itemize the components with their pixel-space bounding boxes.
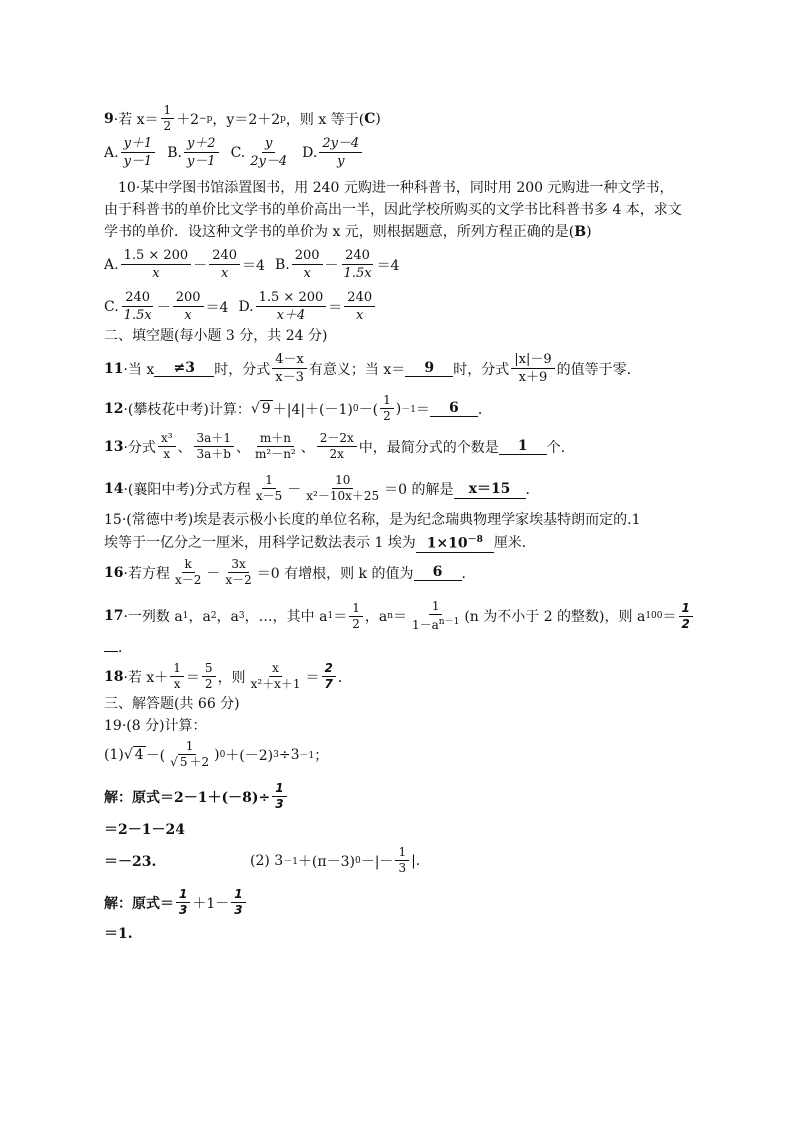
- q9-fraction-half: 1 2: [161, 104, 175, 133]
- q10-option-c-label: C.: [104, 298, 119, 315]
- q18-fraction-1: 1 x: [170, 662, 184, 691]
- q9-option-c: y 2y－4: [250, 136, 288, 169]
- q10-line-3: 学书的单价．设这种文学书的单价为 x 元，则根据题意，所列方程正确的是(B): [104, 224, 592, 240]
- q9-close: ): [375, 110, 381, 127]
- q14-fraction-1: 1 x－5: [255, 473, 283, 503]
- q19-solution-2-line-2: ＝1.: [104, 926, 133, 942]
- q13-number: 13: [104, 438, 124, 455]
- q15-line-2: 埃等于一亿分之一厘米，用科学记数法表示 1 埃为 $1\times 10^{-8}$ 厘米．: [104, 532, 536, 553]
- q9-option-b-label: B.: [167, 144, 182, 161]
- q9-option-c-label: C.: [230, 144, 246, 161]
- q13-fraction-3: m＋n m²－n²: [255, 431, 296, 461]
- q9-options: [104, 136, 364, 169]
- q14-number: 14: [104, 480, 124, 497]
- q12-number: 12: [104, 400, 124, 417]
- q9-text-mid2: ，y＝2＋2: [212, 111, 281, 128]
- q18-fraction-3: x x²＋x＋1: [250, 661, 301, 691]
- q17-answer: 1 2: [679, 602, 693, 631]
- question-14: 14 ·(襄阳中考) 分式方程 1 x－5 － 10 x²－10x＋25 ＝0 的解是 x＝15 ．: [104, 473, 540, 503]
- q10-option-d-label: D.: [238, 298, 254, 315]
- q12-sqrt: 9: [261, 401, 271, 417]
- q11-blank-2: 9: [405, 360, 453, 377]
- q9-exponent-neg-p: −p: [199, 113, 213, 124]
- q10-option-a-label: A.: [104, 256, 119, 273]
- question-16: 16 ·若方程 k x－2 － 3x x－2 ＝0 有增根，则 k 的值为 6 ．: [104, 557, 476, 587]
- q19-solution-1: 解：原式＝2－1＋(－8)÷ $\frac{1}{3}$: [104, 782, 289, 811]
- q9-exponent-p: p: [280, 113, 286, 124]
- question-9: [104, 104, 381, 133]
- q9-option-d: 2y－4 y: [319, 136, 362, 169]
- section-2-heading: 二、填空题(每小题 3 分，共 24 分): [104, 328, 328, 344]
- q9-option-a-label: A.: [104, 144, 119, 161]
- q15-blank: $1\times 10^{-8}$: [416, 532, 494, 553]
- q17-fraction-2: 1 $1-a^{n-1}$: [411, 599, 460, 632]
- q10-a-frac-2: 240 x: [209, 248, 240, 281]
- q14-blank: x＝15: [454, 478, 526, 499]
- q9-text-post: ，则 x 等于(: [285, 111, 365, 128]
- q9-option-b: y＋2 y－1: [184, 136, 219, 169]
- q10-line-1: 10·某中学图书馆添置图书，用 240 元购进一种科普书，同时用 200 元购进一种文学书，: [118, 180, 674, 196]
- question-11: 11 ·当 x ≠3 时，分式 4－x x－3 有意义；当 x＝ 9 时，分式 |x|－9 x＋9 的值等于零．: [104, 352, 641, 385]
- q11-fraction-1: 4－x x－3: [272, 352, 307, 385]
- q19-heading: 19·(8 分)计算：: [104, 718, 207, 734]
- q10-answer: B: [574, 224, 587, 240]
- question-18: 18 ·若 x＋ 1 x ＝ 5 2 ，则 x x²＋x＋1 ＝ 2 7 ．: [104, 661, 352, 691]
- q15-line-1: 15·(常德中考)埃是表示极小长度的单位名称，是为纪念瑞典物理学家埃基特朗而定的.1: [104, 512, 641, 528]
- q9-option-d-label: D.: [302, 144, 318, 161]
- question-17: 17 ·一列数 a 1 ，a 2 ，a 3 ，…，其中 a 1 ＝ 1 2 ，a n ＝ 1 $1-a^{n-1}$ (n 为不小于 2 的整数)，则 a 100 ＝ 1 2: [104, 600, 695, 632]
- q10-d-frac-2: 240 x: [344, 290, 375, 323]
- q18-answer: 2 7: [322, 662, 336, 691]
- q19-part-2: (2) 3 －1 ＋(π－3) 0 －|－ 1 3 |.: [250, 845, 421, 875]
- q19-sol2-fraction-2: 1 3: [231, 888, 245, 917]
- q19-sol1-fraction: $\frac{1}{3}$: [272, 782, 286, 811]
- q19-p2-fraction: 1 3: [395, 846, 409, 875]
- q18-number: 18: [104, 668, 124, 685]
- q11-number: 11: [104, 360, 124, 377]
- q12-source: ·(攀枝花中考): [123, 401, 209, 418]
- q10-b-frac-2: 240 1.5x: [343, 248, 372, 281]
- q10-c-frac-2: 200 x: [173, 290, 204, 323]
- q10-option-b-label: B.: [274, 256, 290, 273]
- q19-solution-1-line-2: ＝2－1－24: [104, 822, 185, 838]
- section-3-heading: 三、解答题(共 66 分): [104, 696, 240, 712]
- q10-options-ab: A. 1.5 × 200 x － 240 x ＝4 B. 200 x － 240 1.5x ＝4: [104, 248, 400, 281]
- q17-number: 17: [104, 608, 124, 624]
- q11-fraction-2: |x|－9 x＋9: [511, 352, 554, 385]
- q16-fraction-1: k x－2: [174, 557, 202, 587]
- q13-fraction-4: 2－2x 2x: [317, 432, 357, 461]
- q16-number: 16: [104, 564, 124, 581]
- q10-c-frac-1: 240 1.5x: [123, 290, 152, 323]
- question-13: 13 ·分式 x³ x 、 3a＋1 3a＋b 、 m＋n m²－n² 、 2－2x 2x 中，最简分式的个数是 1 个．: [104, 431, 575, 461]
- q9-option-a: y＋1 y－1: [121, 136, 156, 169]
- q10-options-cd: C. 240 1.5x － 200 x ＝4 D. 1.5 × 200 x＋4 ＝ 240 x: [104, 290, 377, 323]
- q11-blank-1: ≠3: [154, 360, 214, 377]
- question-12: 12 ·(攀枝花中考) 计算： √ 9 ＋|4|＋(－1) 0 －( 1 2 ) －1 ＝ 6 ．: [104, 393, 492, 423]
- q13-fraction-2: 3a＋1 3a＋b: [194, 432, 234, 461]
- q10-b-frac-1: 200 x: [292, 248, 323, 281]
- q17-fraction-1: 1 2: [349, 602, 363, 631]
- q17-line-2: ．: [104, 638, 132, 658]
- q14-fraction-2: 10 x²－10x＋25: [306, 473, 380, 503]
- q9-text-mid: ＋2: [176, 111, 200, 128]
- q16-blank: 6: [414, 564, 462, 581]
- q10-a-frac-1: 1.5 × 200 x: [121, 248, 192, 281]
- q9-answer: C: [364, 110, 376, 127]
- q9-text-pre: ·若 x＝: [113, 111, 159, 128]
- q12-blank: 6: [430, 400, 478, 417]
- q13-blank: 1: [499, 438, 547, 455]
- q14-source: ·(襄阳中考): [123, 481, 195, 498]
- q10-line-2: 由于科普书的单价比文学书的单价高出一半，因此学校所购买的文学书比科普书多 4 本，求文: [104, 202, 682, 218]
- q10-d-frac-1: 1.5 × 200 x＋4: [256, 290, 327, 323]
- q19-p1-fraction: 1 √ 5 ＋2: [170, 739, 210, 769]
- q19-solution-2: 解：原式＝ 1 3 ＋1－ 1 3: [104, 888, 248, 917]
- q16-fraction-2: 3x x－2: [225, 557, 252, 587]
- q9-number: 9: [104, 110, 114, 127]
- q12-fraction: 1 2: [380, 394, 394, 423]
- q19-solution-1-line-3: ＝－23.: [104, 854, 157, 870]
- q19-part-1: (1) √ 4 －( 1 √ 5 ＋2 ) 0 ＋(－2) 3 ÷3 －1 ；: [104, 739, 329, 769]
- q13-fraction-1: x³ x: [158, 432, 176, 461]
- q18-fraction-2: 5 2: [202, 662, 216, 691]
- q19-sol2-fraction-1: 1 3: [176, 888, 190, 917]
